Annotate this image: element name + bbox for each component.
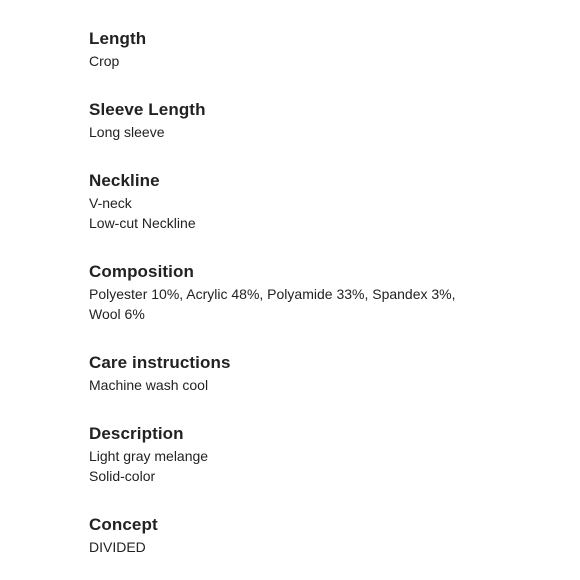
- detail-value: Polyester 10%, Acrylic 48%, Polyamide 33%, Spandex 3%,: [89, 286, 456, 302]
- detail-value: Low-cut Neckline: [89, 215, 196, 231]
- detail-value: Wool 6%: [89, 306, 145, 322]
- detail-heading: Sleeve Length: [89, 100, 206, 119]
- detail-value: Light gray melange: [89, 448, 209, 464]
- detail-section-care-instructions: [89, 351, 559, 395]
- detail-heading: Concept: [89, 515, 158, 534]
- detail-section-description: [89, 422, 559, 486]
- detail-section-neckline: [89, 169, 559, 233]
- detail-value: Solid-color: [89, 468, 156, 484]
- detail-section-composition: [89, 260, 559, 324]
- detail-heading: Length: [89, 29, 147, 48]
- detail-heading: Neckline: [89, 171, 160, 190]
- product-details: [89, 27, 559, 557]
- detail-section-length: [89, 27, 559, 71]
- detail-heading: Care instructions: [89, 353, 231, 372]
- detail-value: Long sleeve: [89, 124, 165, 140]
- detail-heading: Description: [89, 424, 184, 443]
- detail-value: Machine wash cool: [89, 377, 209, 393]
- detail-value: DIVIDED: [89, 539, 146, 555]
- detail-heading: Composition: [89, 262, 194, 281]
- detail-section-concept: [89, 513, 559, 557]
- detail-section-sleeve-length: [89, 98, 559, 142]
- detail-value: Crop: [89, 53, 120, 69]
- detail-value: V-neck: [89, 195, 132, 211]
